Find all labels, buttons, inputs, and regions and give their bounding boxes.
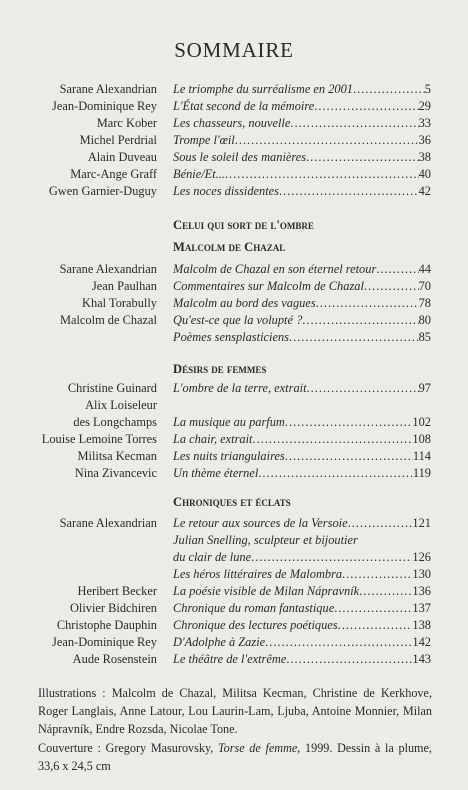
toc-leader [342, 566, 412, 583]
toc-entry [173, 312, 431, 329]
toc-leader [306, 149, 419, 166]
toc-leader [338, 617, 413, 634]
toc-leader [285, 414, 413, 431]
toc-entry [173, 566, 431, 583]
toc-author: Heribert Becker [77, 584, 157, 598]
toc-author: Michel Perdrial [79, 133, 157, 147]
toc-page: 121 [412, 516, 431, 530]
page-title: SOMMAIRE [174, 38, 294, 62]
toc-entry [173, 380, 431, 397]
toc-page: 85 [418, 330, 431, 344]
toc-entry [173, 166, 431, 183]
toc-entry [173, 81, 431, 98]
toc-row [0, 465, 468, 482]
toc-page: 29 [418, 99, 431, 113]
toc-author: Khal Torabully [82, 296, 157, 310]
toc-page: 119 [412, 466, 431, 480]
toc-author: Marc Kober [96, 116, 157, 130]
section-heading: Celui qui sort de l'ombre [173, 218, 314, 232]
toc-entry [173, 600, 431, 617]
toc-leader [265, 634, 412, 651]
toc-page: 97 [418, 381, 431, 395]
toc-row [0, 183, 468, 200]
toc-page: 44 [418, 262, 431, 276]
toc-leader [235, 132, 419, 149]
toc-title: Sous le soleil des manières [173, 150, 307, 164]
toc-row [0, 261, 468, 278]
toc-page: 33 [418, 116, 431, 130]
toc-leader [353, 81, 425, 98]
toc-leader [285, 448, 413, 465]
toc-page: 126 [412, 550, 431, 564]
toc-title: Trompe l'œil [173, 133, 235, 147]
toc-page: 138 [412, 618, 431, 632]
toc-page: 114 [412, 449, 431, 463]
toc-title: La chair, extrait [173, 432, 253, 446]
toc-leader [314, 98, 418, 115]
toc-row [0, 397, 468, 414]
toc-row [0, 566, 468, 583]
toc-row [0, 380, 468, 397]
toc-page: 5 [424, 82, 431, 96]
toc-entry [173, 515, 431, 532]
toc-author: Christophe Dauphin [56, 618, 157, 632]
toc-leader [348, 515, 413, 532]
toc-row [0, 278, 468, 295]
toc-author: Malcolm de Chazal [59, 313, 157, 327]
toc-title: Julian Snelling, sculpteur et bijoutier [173, 533, 358, 547]
toc-row [0, 634, 468, 651]
toc-entry [173, 617, 431, 634]
toc-row [0, 448, 468, 465]
toc-title: du clair de lune [173, 550, 252, 564]
toc-entry [173, 431, 431, 448]
toc-page: 130 [412, 567, 431, 581]
toc-page: 36 [418, 133, 431, 147]
toc-entry [173, 115, 431, 132]
toc-page: 137 [412, 601, 431, 615]
toc-author: Jean-Dominique Rey [52, 99, 157, 113]
section-subheading: Malcolm de Chazal [173, 240, 286, 254]
toc-page: 142 [412, 635, 431, 649]
toc-page: 143 [412, 652, 431, 666]
toc-title: La poésie visible de Milan Nápravník [173, 584, 360, 598]
toc-author: Militsa Kecman [77, 449, 157, 463]
toc-entry [173, 261, 431, 278]
toc-entry [173, 295, 431, 312]
toc-leader [307, 380, 419, 397]
toc-title: Le triomphe du surréalisme en 2001 [173, 82, 353, 96]
toc-page: 40 [418, 167, 431, 181]
toc-author: Sarane Alexandrian [59, 516, 157, 530]
toc-entry [173, 278, 431, 295]
toc-leader [279, 183, 419, 200]
toc-leader [359, 583, 412, 600]
toc-title: Qu'est-ce que la volupté ? [173, 313, 303, 327]
toc-title: Les nuits triangulaires [173, 449, 285, 463]
cover-credit-suffix: , 1999. Dessin à la plume, 33,6 x 24,5 cm [38, 741, 432, 773]
toc-row [0, 329, 468, 346]
illustrations-credit: Illustrations : Malcolm de Chazal, Militsa Kecman, Christine de Kerkhove, Roger Langlais, Anne Latour, Lou Laurin-Lam, Ljuba, Antoine Monnier, Milan Nápravník, Endre Rozsda, Nicolae Tone. [38, 686, 432, 736]
toc-leader [290, 115, 418, 132]
toc-author: Olivier Bidchiren [69, 601, 157, 615]
toc-row [0, 132, 468, 149]
toc-author: Marc-Ange Graff [70, 167, 157, 181]
toc-author: Sarane Alexandrian [59, 82, 157, 96]
toc-title: Malcolm au bord des vagues [173, 296, 316, 310]
toc-page: 102 [412, 415, 431, 429]
toc-page: 42 [418, 184, 431, 198]
toc-title: Les chasseurs, nouvelle [173, 116, 291, 130]
toc-title: Un thème éternel [173, 466, 259, 480]
toc-entry [173, 98, 431, 115]
toc-row [0, 115, 468, 132]
toc-title: Chronique des lectures poétiques [173, 618, 338, 632]
toc-title: Chronique du roman fantastique [173, 601, 335, 615]
cover-work-title: Torse de femme [218, 741, 298, 755]
toc-entry [173, 149, 431, 166]
toc-author: Aude Rosenstein [72, 652, 157, 666]
toc-leader [253, 431, 413, 448]
toc-row [0, 532, 468, 549]
toc-leader [316, 295, 419, 312]
toc-entry [173, 634, 431, 651]
toc-title: Les noces dissidentes [173, 184, 279, 198]
toc-title: Le théâtre de l'extrême [173, 652, 287, 666]
toc-title: Les héros littéraires de Malombra [173, 567, 343, 581]
toc-leader [334, 600, 412, 617]
section-heading: Chroniques et éclats [173, 495, 291, 509]
toc-row [0, 617, 468, 634]
toc-entry [173, 132, 431, 149]
toc-author: Nina Zivancevic [74, 466, 157, 480]
toc-row [0, 414, 468, 431]
toc-title: Commentaires sur Malcolm de Chazal [173, 279, 364, 293]
toc-leader [302, 312, 418, 329]
toc-row [0, 549, 468, 566]
toc-entry [173, 414, 431, 431]
toc-row [0, 600, 468, 617]
section-heading: Désirs de femmes [173, 362, 267, 376]
toc-author: Sarane Alexandrian [59, 262, 157, 276]
toc-title: L'ombre de la terre, extrait [173, 381, 307, 395]
toc-leader [286, 651, 412, 668]
toc-row [0, 81, 468, 98]
toc-entry [173, 183, 431, 200]
toc-author: Gwen Garnier-Duguy [48, 184, 157, 198]
toc-row [0, 651, 468, 668]
cover-credit [38, 739, 432, 775]
toc-leader [251, 549, 412, 566]
toc-row [0, 98, 468, 115]
toc-leader [289, 329, 419, 346]
toc-author: Jean Paulhan [91, 279, 157, 293]
toc-leader [364, 278, 419, 295]
toc-title: La musique au parfum [173, 415, 285, 429]
toc-entry [173, 532, 431, 549]
toc-leader [258, 465, 413, 482]
toc-row [0, 583, 468, 600]
toc-author: Christine Guinard [67, 381, 157, 395]
toc-title: Malcolm de Chazal en son éternel retour [173, 262, 377, 276]
toc-author: des Longchamps [73, 415, 157, 429]
toc-entry [173, 549, 431, 566]
toc-author: Louise Lemoine Torres [41, 432, 157, 446]
toc-author: Alix Loiseleur [85, 398, 157, 412]
toc-leader [225, 166, 419, 183]
toc-row [0, 166, 468, 183]
cover-credit-prefix: Couverture : Gregory Masurovsky, [38, 741, 218, 755]
toc-row [0, 312, 468, 329]
toc-row [0, 431, 468, 448]
toc-row [0, 149, 468, 166]
toc-page: 80 [418, 313, 431, 327]
toc-page: 108 [412, 432, 431, 446]
toc-leader [376, 261, 418, 278]
toc-page: 70 [418, 279, 431, 293]
toc-entry [173, 329, 431, 346]
toc-page: 136 [412, 584, 431, 598]
toc-entry [173, 465, 431, 482]
toc-title: Bénie/Et... [173, 167, 225, 181]
toc-page: 38 [418, 150, 431, 164]
toc-row [0, 515, 468, 532]
toc-entry [173, 651, 431, 668]
toc-page: 78 [418, 296, 431, 310]
toc-title: L'État second de la mémoire [173, 99, 315, 113]
toc-title: Le retour aux sources de la Versoie [173, 516, 348, 530]
toc-title: Poèmes sensplasticiens [173, 330, 289, 344]
toc-author: Alain Duveau [87, 150, 157, 164]
toc-entry [173, 583, 431, 600]
toc-entry [173, 448, 431, 465]
toc-author: Jean-Dominique Rey [52, 635, 157, 649]
toc-row [0, 295, 468, 312]
toc-title: D'Adolphe à Zazie [173, 635, 266, 649]
